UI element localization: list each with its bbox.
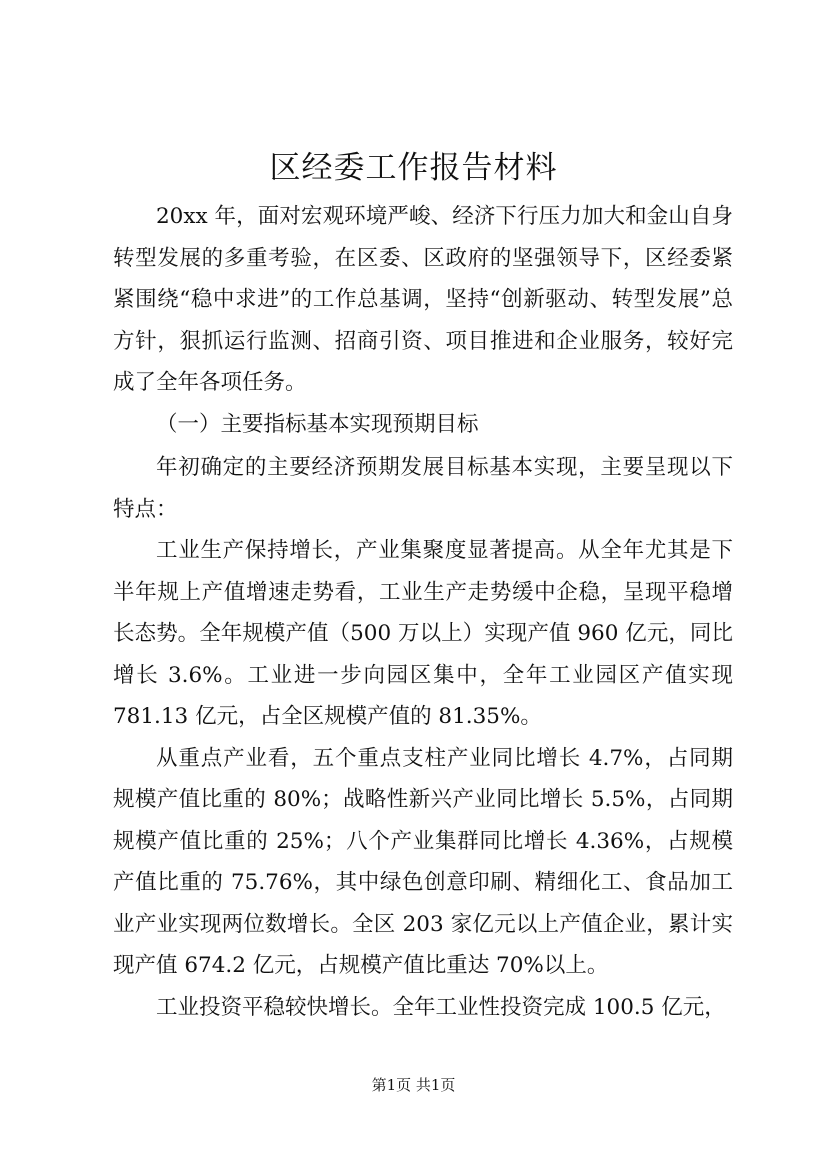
document-body [113,196,733,1028]
paragraph-targets: 年初确定的主要经济预期发展目标基本实现，主要呈现以下特点： [113,455,733,522]
page-footer: 第1页 共1页 [371,1076,456,1094]
paragraph-industrial-production: 工业生产保持增长，产业集聚度显著提高。从全年尤其是下半年规上产值增速走势看，工业生产走势缓中企稳，呈现平稳增长态势。全年规模产值（500 万以上）实现产值 960 亿元，同比增长 3.6%。工业进一步向园区集中，全年工业园区产值实现781.13 亿元，占全区规模产值的 81.35%。 [113,538,733,729]
paragraph-industrial-investment: 工业投资平稳较快增长。全年工业性投资完成 100.5 亿元， [156,994,726,1020]
document-title: 区经委工作报告材料 [269,150,558,186]
paragraph-intro: 20xx 年，面对宏观环境严峻、经济下行压力加大和金山自身转型发展的多重考验，在区委、区政府的坚强领导下，区经委紧紧围绕“稳中求进”的工作总基调，坚持“创新驱动、转型发展”总方针，狠抓运行监测、招商引资、项目推进和企业服务，较好完成了全年各项任务。 [113,204,733,395]
paragraph-key-industries: 从重点产业看，五个重点支柱产业同比增长 4.7%，占同期规模产值比重的 80%；战略性新兴产业同比增长 5.5%，占同期规模产值比重的 25%；八个产业集群同比增长 4.36%，占规模产值比重的 75.76%，其中绿色创意印刷、精细化工、食品加工业产业实现两位数增长。全区 203 家亿元以上产值企业，累计实现产值 674.2 亿元，占规模产值比重达 70%以上。 [113,745,733,978]
section-heading: （一）主要指标基本实现预期目标 [156,411,479,437]
